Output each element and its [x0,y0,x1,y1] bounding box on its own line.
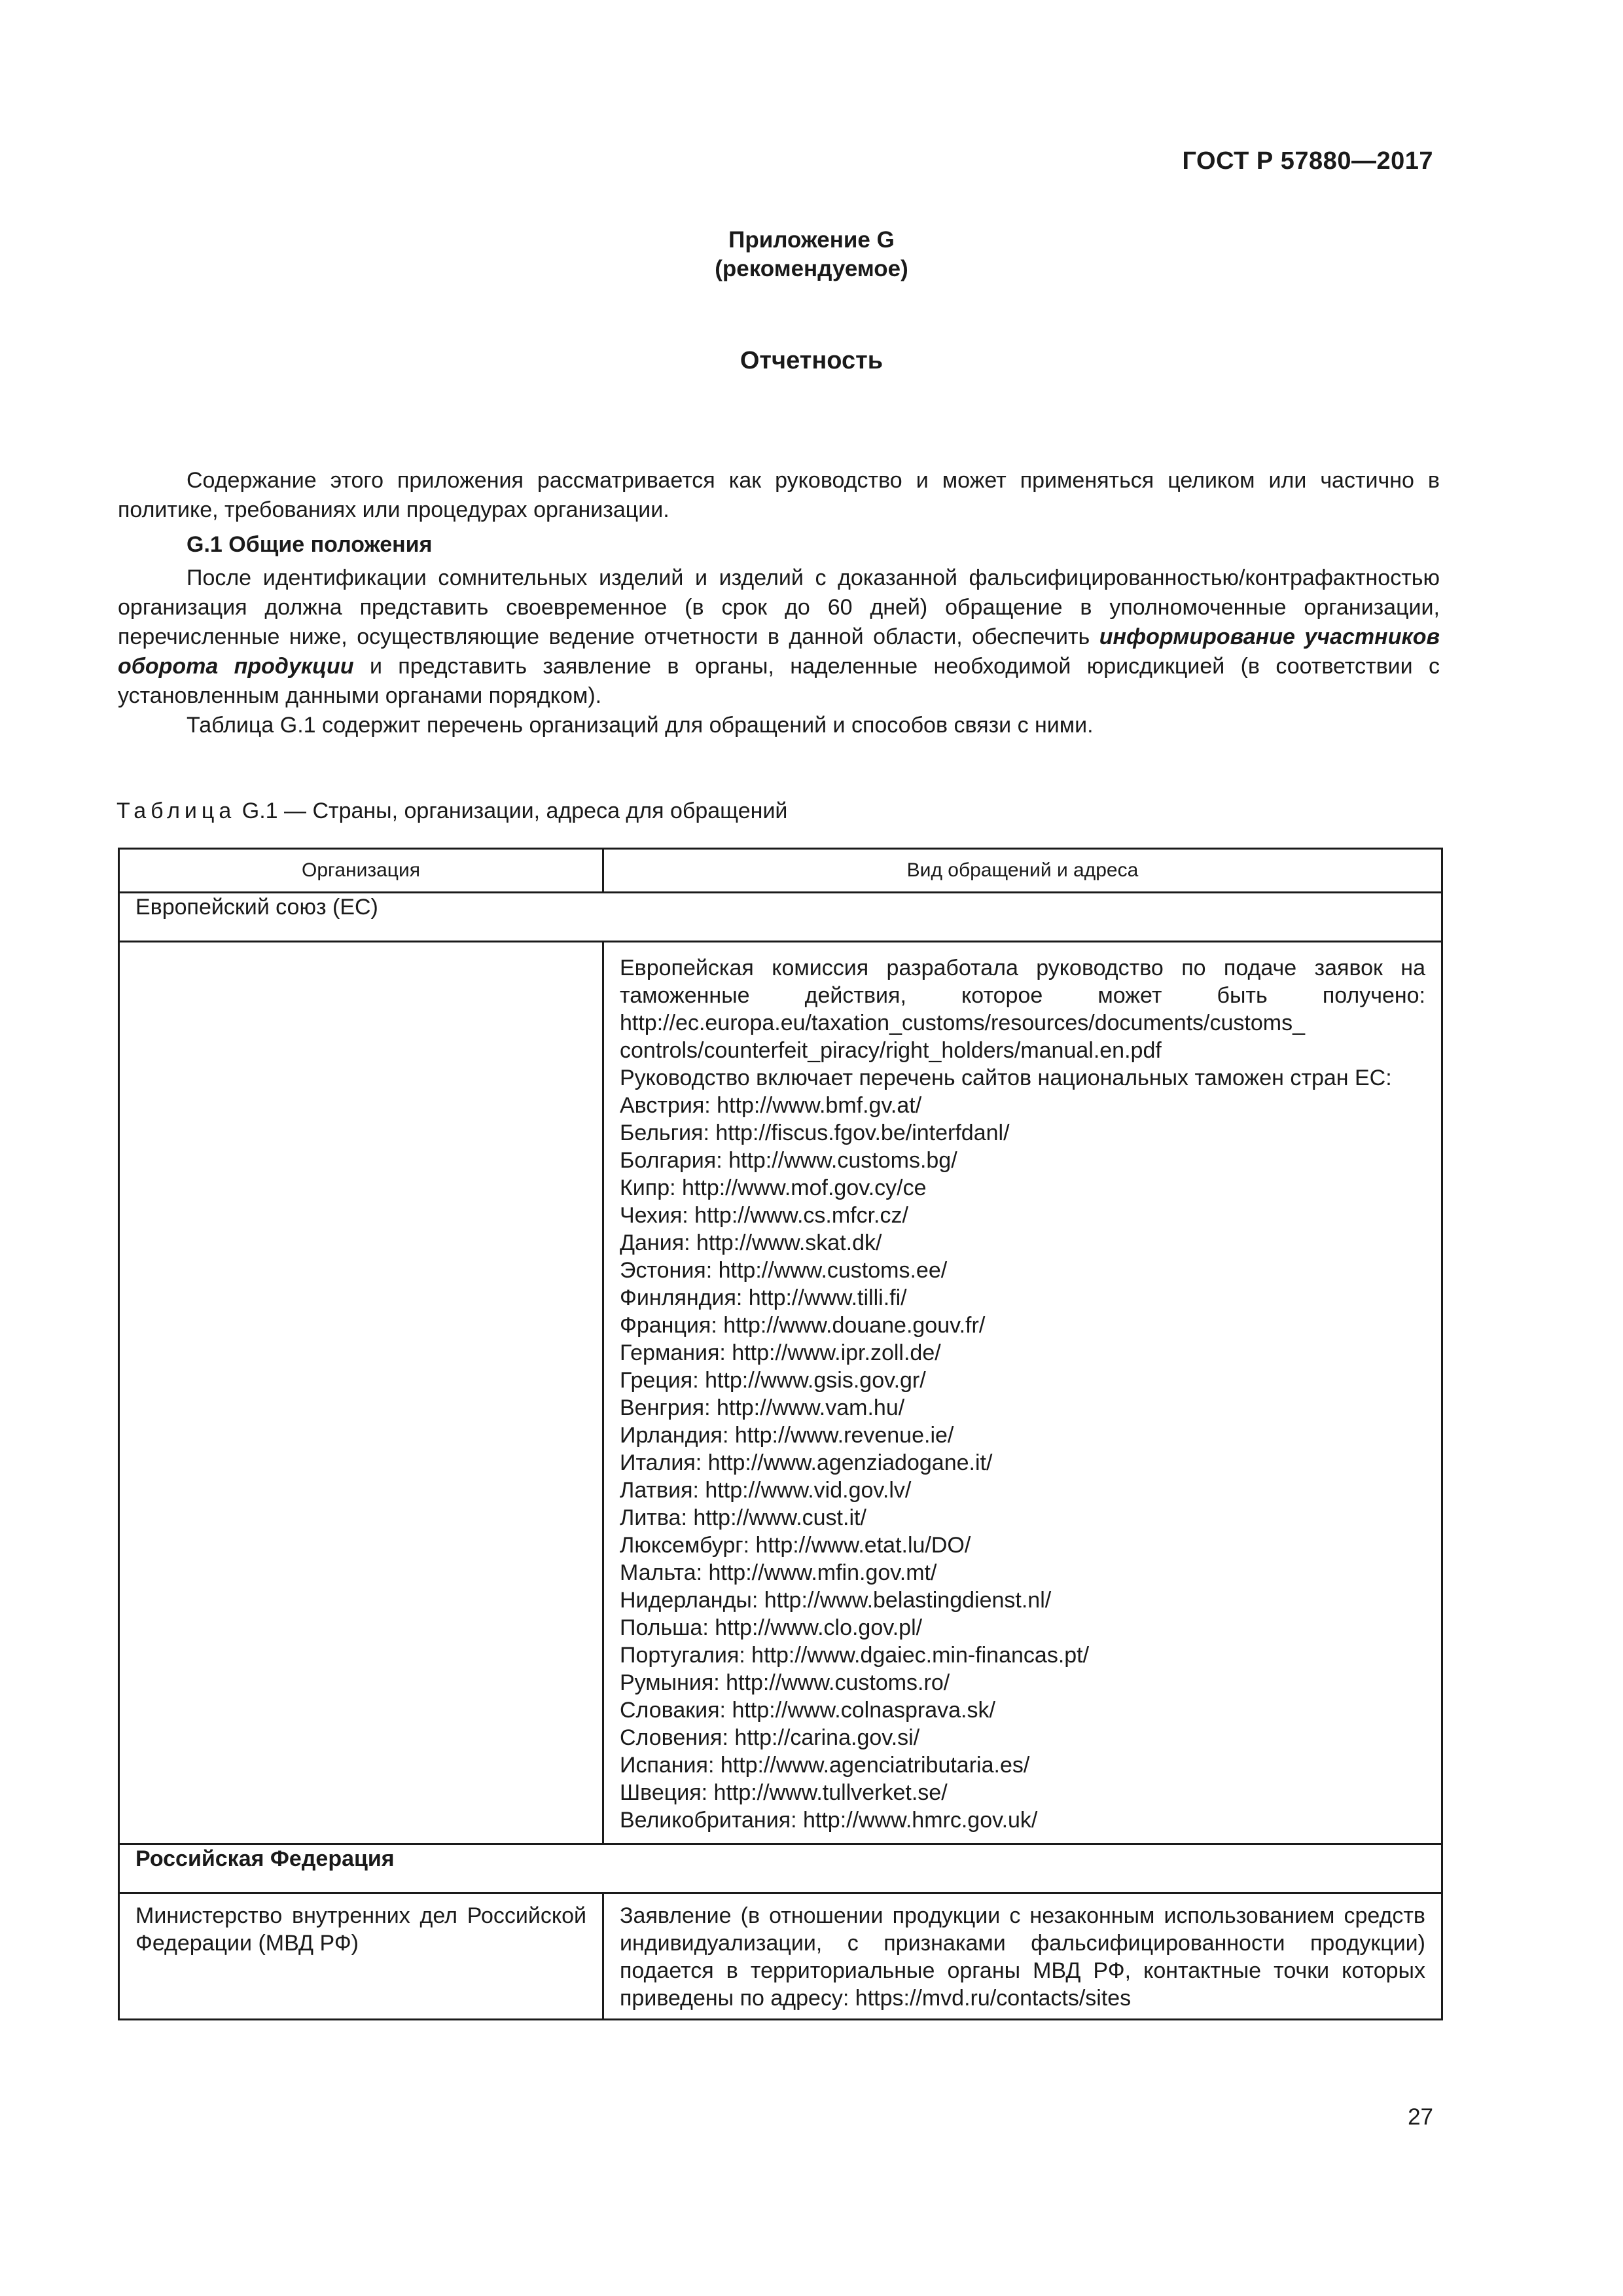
list-item-country: Швеция: http://www.tullverket.se/ [620,1780,948,1805]
list-item-country: Чехия: http://www.cs.mfcr.cz/ [620,1203,908,1228]
list-item-country: Румыния: http://www.customs.ro/ [620,1670,950,1695]
contacts-table [118,848,1443,2020]
subsection-heading: G.1 Общие положения [187,532,433,557]
list-item-country: Ирландия: http://www.revenue.ie/ [620,1423,954,1448]
list-item-country: Нидерланды: http://www.belastingdienst.nl/ [620,1588,1052,1613]
rf-organization-cell: Министерство внутренних дел Российской Федерации (МВД РФ) [119,1893,603,2020]
list-item-country: Финляндия: http://www.tilli.fi/ [620,1285,907,1310]
eu-organization-cell [119,942,603,1844]
document-code: ГОСТ Р 57880—2017 [1182,147,1433,175]
table-caption-label: Таблица [116,798,236,823]
group-row-eu [119,893,1442,942]
table-row-rf [119,1893,1442,2020]
list-item-country: Португалия: http://www.dgaiec.min-financas.pt/ [620,1643,1090,1668]
eu-country-list [620,1092,1425,1834]
list-item-country: Словакия: http://www.colnasprava.sk/ [620,1698,995,1723]
table-reference-paragraph: Таблица G.1 содержит перечень организаций для обращений и способов связи с ними. [187,713,1094,738]
list-item-country: Люксембург: http://www.etat.lu/DO/ [620,1533,971,1558]
list-item-country: Польша: http://www.clo.gov.pl/ [620,1615,923,1640]
body-text [118,466,1440,740]
list-item-country: Эстония: http://www.customs.ee/ [620,1258,948,1283]
table-caption [116,798,787,824]
annex-title [0,226,1623,283]
list-item-country: Германия: http://www.ipr.zoll.de/ [620,1340,941,1365]
list-item-country: Дания: http://www.skat.dk/ [620,1230,882,1255]
list-item-country: Франция: http://www.douane.gouv.fr/ [620,1313,986,1338]
list-item-country: Бельгия: http://fiscus.fgov.be/interfdanl/ [620,1121,1010,1145]
table-row-eu [119,942,1442,1844]
eu-sites-note: Руководство включает перечень сайтов национальных таможен стран ЕС: [620,1066,1392,1090]
list-item-country: Венгрия: http://www.vam.hu/ [620,1395,905,1420]
list-item-country: Болгария: http://www.customs.bg/ [620,1148,957,1173]
rf-contacts-cell: Заявление (в отношении продукции с незаконным использованием средств индивидуализации, с признаками фальсифицированности продукции) подается в территориальные органы МВД РФ, контактные точки которых приведены по адресу: https://mvd.ru/contacts/sites [603,1893,1442,2020]
list-item-country: Мальта: http://www.mfin.gov.mt/ [620,1560,937,1585]
page-number: 27 [1408,2104,1433,2130]
table-caption-text: G.1 — Страны, организации, адреса для обращений [236,798,788,823]
header-organization: Организация [119,849,603,893]
list-item-country: Греция: http://www.gsis.gov.gr/ [620,1368,926,1393]
general-paragraph-start: После идентификации сомнительных изделий и изделий с доказанной фальсифицированностью/контрафактностью организация должна представить своевременное (в срок до 60 дней) обращение в уполномоченные организации, перечисленные ниже, осуществляющие ведение отчетности в данной области, обеспечить [118,565,1440,649]
eu-contacts-cell [603,942,1442,1844]
eu-guide-text: Европейская комиссия разработала руководство по подаче заявок на таможенные действия, которое может быть получено: http://ec.europa.eu/taxation_customs/resources/documents/customs_ controls/counterfeit_piracy/right_holders/manual.en.pdf [620,956,1425,1063]
general-paragraph-emphasis: информирование участников оборота продукции [118,624,1440,679]
list-item-country: Словения: http://carina.gov.si/ [620,1725,920,1750]
annex-status: (рекомендуемое) [715,256,908,281]
annex-label: Приложение G [728,227,895,253]
list-item-country: Литва: http://www.cust.it/ [620,1505,866,1530]
list-item-country: Великобритания: http://www.hmrc.gov.uk/ [620,1808,1038,1833]
section-title: Отчетность [740,347,883,374]
list-item-country: Латвия: http://www.vid.gov.lv/ [620,1478,912,1503]
list-item-country: Испания: http://www.agenciatributaria.es/ [620,1753,1030,1778]
list-item-country: Австрия: http://www.bmf.gv.at/ [620,1093,922,1118]
list-item-country: Италия: http://www.agenziadogane.it/ [620,1450,993,1475]
group-eu-label: Европейский союз (ЕС) [119,893,1442,942]
table-header-row [119,849,1442,893]
intro-paragraph: Содержание этого приложения рассматривается как руководство и может применяться целиком или частично в политике, требованиях или процедурах организации. [118,468,1440,522]
group-row-rf [119,1844,1442,1893]
list-item-country: Кипр: http://www.mof.gov.cy/ce [620,1175,927,1200]
general-paragraph-end: и представить заявление в органы, наделенные необходимой юрисдикцией (в соответствии с установленным данными органами порядком). [118,654,1440,708]
general-paragraph [118,564,1440,711]
header-contacts: Вид обращений и адреса [603,849,1442,893]
group-rf-label: Российская Федерация [119,1844,1442,1893]
